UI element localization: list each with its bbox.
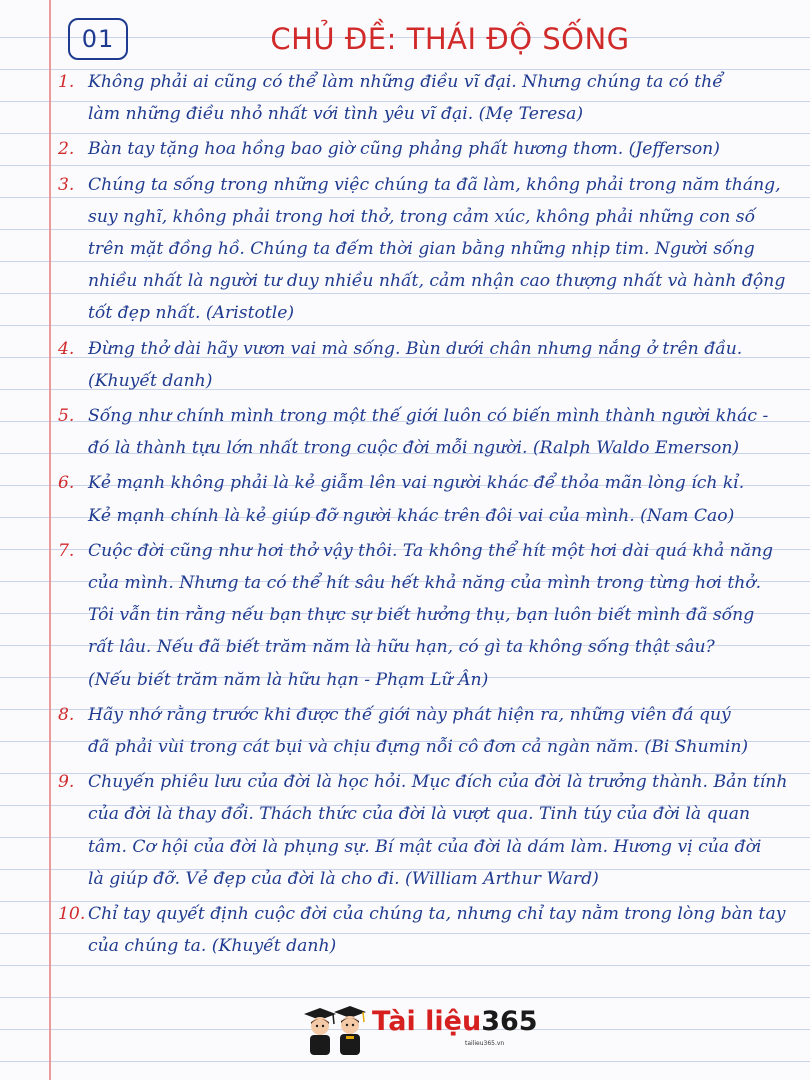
- quote-text: Bàn tay tặng hoa hồng bao giờ cũng phảng phất hương thơm. (Jefferson): [88, 139, 720, 160]
- quote-item: [58, 333, 798, 397]
- page-title: CHỦ ĐỀ: THÁI ĐỘ SỐNG: [270, 22, 630, 56]
- quote-item: [58, 898, 798, 962]
- quote-text: Đừng thở dài hãy vươn vai mà sống. Bùn dưới chân nhưng nắng ở trên đầu. (Khuyết danh): [88, 338, 743, 391]
- quote-item: [58, 766, 798, 895]
- quote-item: [58, 66, 798, 130]
- quote-item: [58, 699, 798, 763]
- quote-number: 6.: [58, 473, 75, 494]
- quote-number: 1.: [58, 72, 75, 92]
- brand-url: tailieu365.vn: [465, 1040, 505, 1047]
- quote-number: 8.: [58, 704, 75, 725]
- quote-number: 4.: [58, 338, 75, 359]
- brand-name: [372, 1006, 538, 1037]
- quote-text: Chỉ tay quyết định cuộc đời của chúng ta, nhưng chỉ tay nằm trong lòng bàn tay của chúng ta. (Khuyết danh): [88, 904, 786, 957]
- quote-number: 3.: [58, 174, 75, 195]
- quote-number: 9.: [58, 772, 75, 793]
- page-number-box: [68, 18, 128, 60]
- page-number: 01: [81, 25, 115, 53]
- quote-item: [58, 169, 798, 330]
- quote-item: [58, 133, 798, 165]
- quote-number: 5.: [58, 406, 75, 427]
- quote-text: Chuyến phiêu lưu của đời là học hỏi. Mục đích của đời là trưởng thành. Bản tính của đời là thay đổi. Thách thức của đời là vượt qua. Tinh túy của đời là quan tâm. Cơ hội của đời là phụng sự. Bí mật của đời là dám làm. Hương vị của đời là giúp đỡ. Vẻ đẹp của đời là cho đi. (William Arthur Ward): [88, 772, 788, 889]
- brand-name-part2: 365: [481, 1006, 538, 1037]
- quote-text: Sống như chính mình trong một thế giới luôn có biến mình thành người khác - đó là thành tựu lớn nhất trong cuộc đời mỗi người. (Ralph Waldo Emerson): [88, 406, 769, 459]
- quote-list: [58, 66, 798, 965]
- quote-item: [58, 535, 798, 696]
- quote-number: 2.: [58, 139, 75, 160]
- quote-text: Cuộc đời cũng như hơi thở vậy thôi. Ta không thể hít một hơi dài quá khả năng của mình. Nhưng ta có thể hít sâu hết khả năng của mình trong từng hơi thở. Tôi vẫn tin rằng nếu bạn thực sự biết hưởng thụ, bạn luôn biết mình đã sống rất lâu. Nếu đã biết trăm năm là hữu hạn, có gì ta không sống thật sâu? (Nếu biết trăm năm là hữu hạn - Phạm Lữ Ân): [88, 540, 774, 690]
- quote-text: Hãy nhớ rằng trước khi được thế giới này phát hiện ra, những viên đá quý đã phải vùi trong cát bụi và chịu đựng nỗi cô đơn cả ngàn năm. (Bi Shumin): [88, 704, 749, 758]
- margin-line: [49, 0, 51, 1080]
- quote-item: [58, 400, 798, 464]
- quote-text: Không phải ai cũng có thể làm những điều vĩ đại. Nhưng chúng ta có thể làm những điều nhỏ nhất với tình yêu vĩ đại. (Mẹ Teresa): [88, 72, 723, 125]
- quote-text: Chúng ta sống trong những việc chúng ta đã làm, không phải trong năm tháng, suy nghĩ, không phải trong hơi thở, trong cảm xúc, không phải những con số trên mặt đồng hồ. Chúng ta đếm thời gian bằng những nhịp tim. Người sống nhiều nhất là người tư duy nhiều nhất, cảm nhận cao thượng nhất và hành động tốt đẹp nhất. (Aristotle): [88, 174, 786, 324]
- quote-number: 10.: [58, 904, 86, 925]
- quote-item: [58, 467, 798, 531]
- quote-number: 7.: [58, 540, 75, 561]
- brand-name-part1: Tài liệu: [372, 1006, 482, 1037]
- brand-logo: [300, 998, 538, 1058]
- quote-text: Kẻ mạnh không phải là kẻ giẫm lên vai người khác để thỏa mãn lòng ích kỉ. Kẻ mạnh chính là kẻ giúp đỡ người khác trên đôi vai của mình. (Nam Cao): [88, 473, 745, 526]
- mascot-icon: [300, 1000, 370, 1058]
